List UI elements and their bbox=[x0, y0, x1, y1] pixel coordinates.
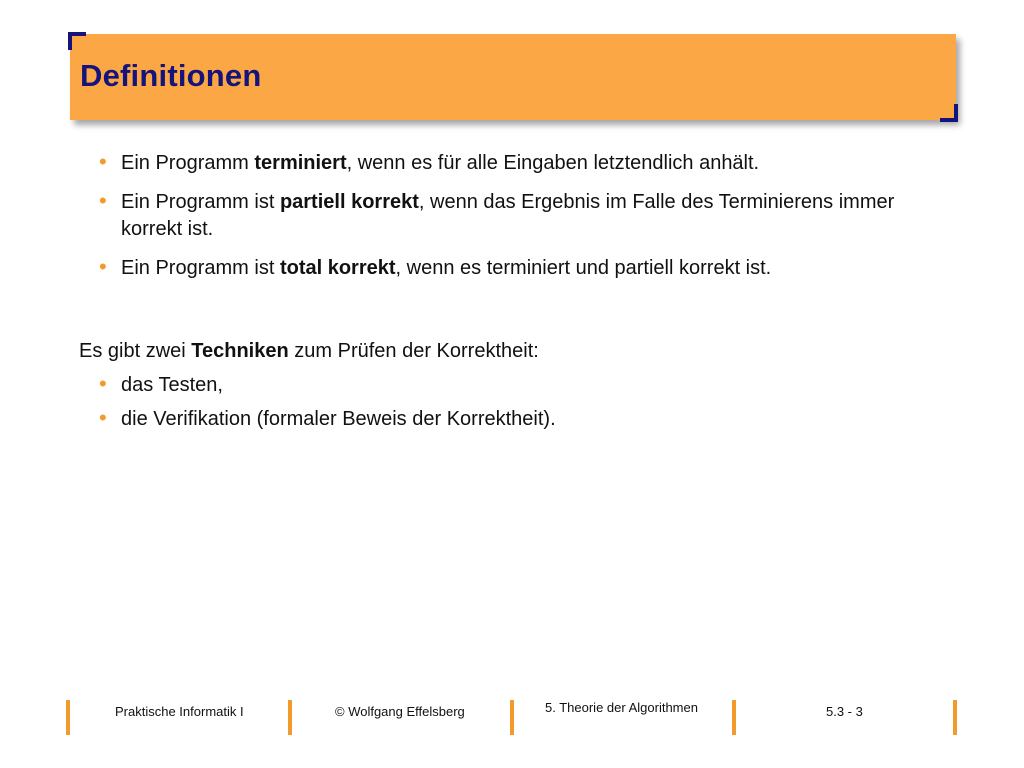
definition-suffix: , wenn es für alle Eingaben letztendlich anhält. bbox=[346, 152, 760, 174]
bullet-icon: • bbox=[99, 371, 107, 396]
definition-suffix: , wenn das Ergebnis im Falle des Terminierens immer korrekt ist. bbox=[121, 191, 895, 240]
footer-divider bbox=[953, 700, 957, 735]
footer-chapter: 5. Theorie der Algorithmen bbox=[545, 700, 698, 715]
footer-divider bbox=[288, 700, 292, 735]
bullet-icon: • bbox=[99, 405, 107, 430]
bullet-icon: • bbox=[99, 254, 107, 279]
definitions-list bbox=[99, 150, 959, 294]
technique-label: die Verifikation (formaler Beweis der Korrektheit). bbox=[121, 408, 556, 430]
intro-prefix: Es gibt zwei bbox=[79, 340, 192, 362]
definition-prefix: Ein Programm bbox=[121, 152, 255, 174]
bullet-icon: • bbox=[99, 149, 107, 174]
title-banner bbox=[70, 34, 956, 120]
bullet-icon: • bbox=[99, 188, 107, 213]
list-item bbox=[99, 189, 959, 243]
definition-prefix: Ein Programm ist bbox=[121, 191, 280, 213]
intro-term: Techniken bbox=[191, 340, 289, 362]
definition-suffix: , wenn es terminiert und partiell korrekt ist. bbox=[395, 257, 772, 279]
techniques-list bbox=[99, 372, 556, 440]
intro-suffix: zum Prüfen der Korrektheit: bbox=[288, 340, 539, 362]
footer-divider bbox=[66, 700, 70, 735]
list-item bbox=[99, 406, 556, 433]
definition-term: total korrekt bbox=[279, 257, 396, 279]
list-item bbox=[99, 372, 556, 399]
definition-term: terminiert bbox=[254, 152, 347, 174]
page-title: Definitionen bbox=[80, 58, 262, 93]
corner-bracket-bottom-right bbox=[940, 104, 958, 122]
technique-label: das Testen, bbox=[121, 374, 223, 396]
techniques-intro bbox=[79, 338, 539, 365]
list-item bbox=[99, 150, 959, 177]
definition-term: partiell korrekt bbox=[279, 191, 419, 213]
footer-page-number: 5.3 - 3 bbox=[826, 704, 863, 719]
footer-divider bbox=[510, 700, 514, 735]
footer-divider bbox=[732, 700, 736, 735]
corner-bracket-top-left bbox=[68, 32, 86, 50]
footer-author: © Wolfgang Effelsberg bbox=[335, 704, 465, 719]
definition-prefix: Ein Programm ist bbox=[121, 257, 280, 279]
list-item bbox=[99, 255, 959, 282]
footer-course: Praktische Informatik I bbox=[115, 704, 244, 719]
